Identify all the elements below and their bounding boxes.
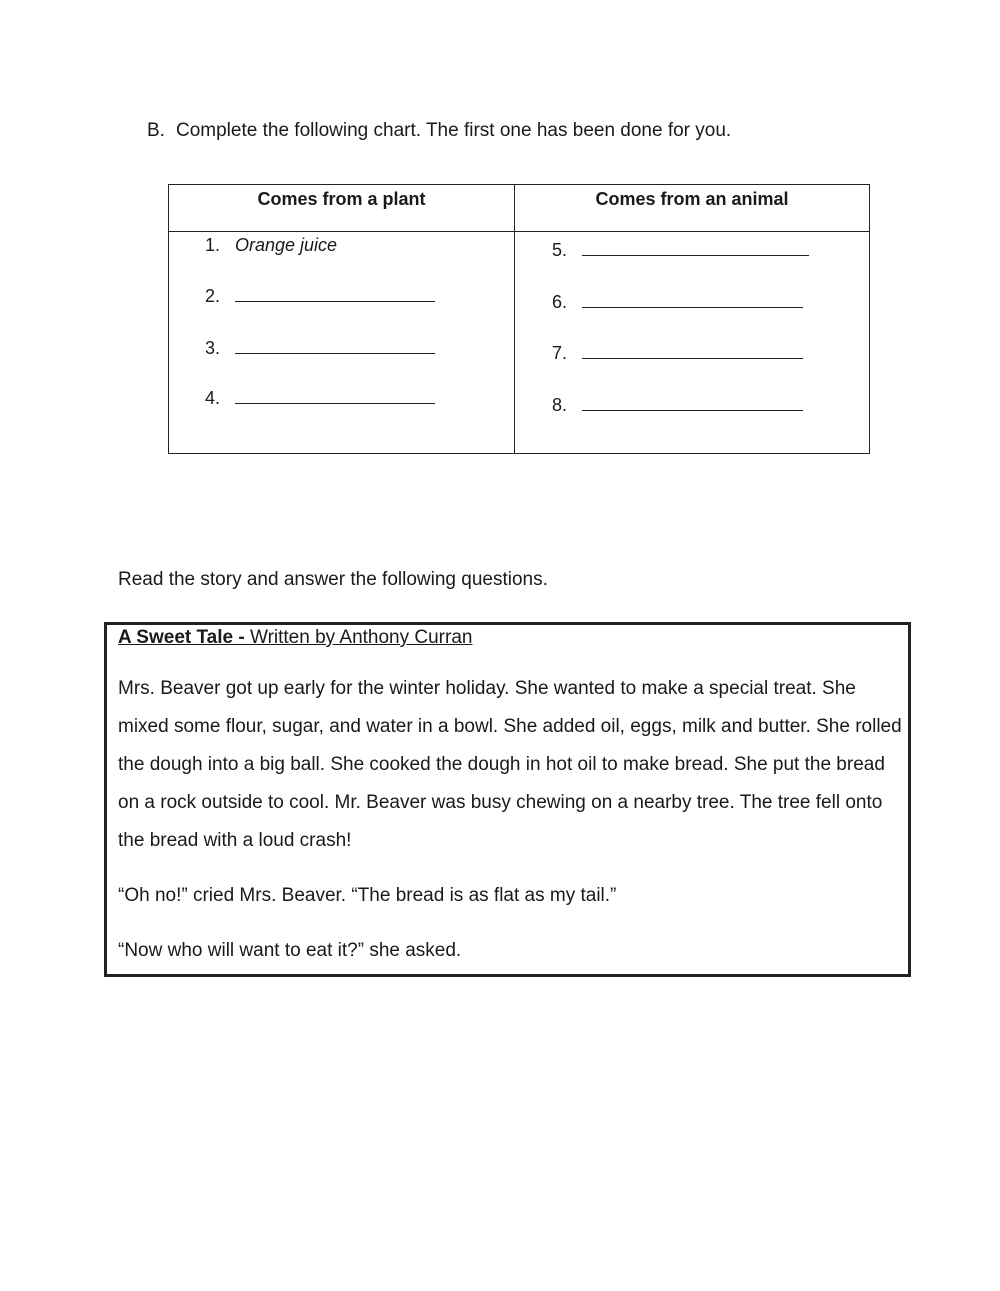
story-title-line — [118, 627, 472, 649]
story-title: A Sweet Tale - — [118, 627, 250, 648]
answer-blank[interactable] — [582, 344, 803, 359]
plant-item-3 — [205, 338, 435, 359]
answer-blank[interactable] — [582, 293, 803, 308]
item-number: 8. — [552, 395, 568, 415]
animal-item-5 — [552, 240, 809, 261]
column-divider — [514, 185, 515, 453]
section-letter: B. — [147, 120, 165, 141]
item-number: 3. — [205, 338, 221, 358]
story-paragraph-2: “Oh no!” cried Mrs. Beaver. “The bread is as flat as my tail.” — [118, 885, 617, 906]
section-b-instruction — [147, 120, 731, 142]
header-animal: Comes from an animal — [595, 189, 789, 209]
item-number: 6. — [552, 292, 568, 312]
story-box — [104, 622, 911, 977]
story-paragraph-1: Mrs. Beaver got up early for the winter holiday. She wanted to make a special treat. She mixed some flour, sugar, and water in a bowl. She added oil, eggs, milk and butter. She rolled the dough into a big ball. She cooked the dough in hot oil to make bread. She put the bread on a rock outside to cool. Mr. Beaver was busy chewing on a nearby tree. The tree fell onto the bread with a loud crash! — [118, 678, 902, 851]
plant-item-4 — [205, 388, 435, 409]
answer-blank[interactable] — [582, 241, 809, 256]
animal-item-6 — [552, 292, 803, 313]
item-number: 4. — [205, 388, 221, 408]
answer-blank[interactable] — [235, 389, 435, 404]
story-intro: Read the story and answer the following questions. — [118, 569, 548, 590]
answer-blank[interactable] — [235, 287, 435, 302]
animal-item-8 — [552, 395, 803, 416]
header-divider — [169, 231, 869, 232]
plant-item-1 — [205, 235, 337, 256]
animal-item-7 — [552, 343, 803, 364]
item-number: 1. — [205, 235, 221, 255]
plant-animal-chart — [168, 184, 870, 454]
example-answer: Orange juice — [235, 235, 338, 255]
answer-blank[interactable] — [582, 396, 803, 411]
story-author: Written by Anthony Curran — [249, 627, 473, 648]
header-plant: Comes from a plant — [257, 189, 426, 209]
instruction-text: Complete the following chart. The first one has been done for you. — [176, 120, 732, 141]
item-number: 7. — [552, 343, 568, 363]
story-paragraph-3: “Now who will want to eat it?” she asked. — [118, 940, 462, 961]
item-number: 2. — [205, 286, 221, 306]
item-number: 5. — [552, 240, 568, 260]
plant-item-2 — [205, 286, 435, 307]
answer-blank[interactable] — [235, 339, 435, 354]
